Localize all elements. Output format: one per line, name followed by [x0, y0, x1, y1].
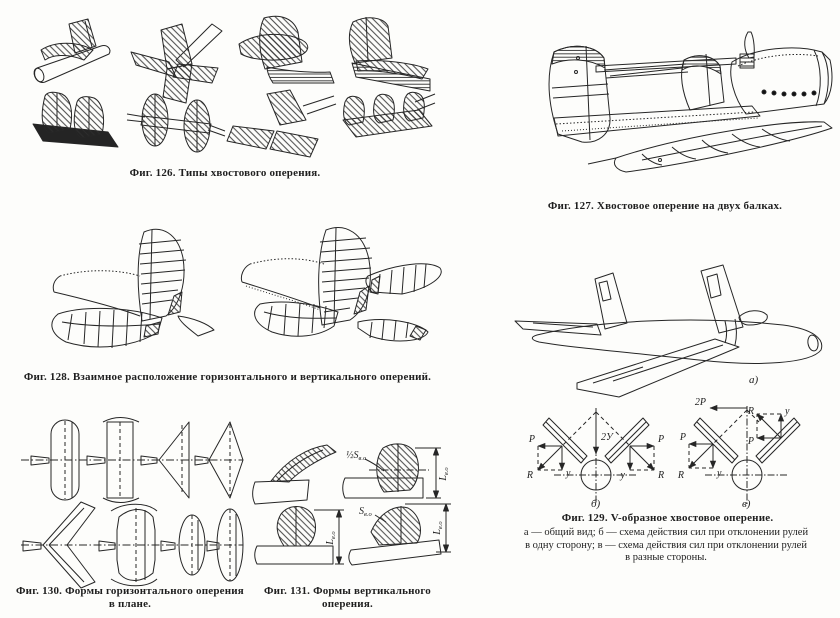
vector-p-label: P — [528, 434, 535, 445]
figure-126-caption: Фиг. 126. Типы хвостового оперения. — [129, 167, 321, 179]
vector-p-label: P — [658, 434, 665, 445]
vector-y-label: у — [620, 470, 625, 481]
figure-131-caption: Фиг. 131. Формы вертикального оперения. — [264, 585, 431, 610]
height-dimension-label: $L_{в.о}$ — [325, 531, 337, 545]
figure-129-caption: Фиг. 129. V-образное хвостовое оперение. — [561, 512, 774, 524]
vector-p-label: P — [747, 436, 754, 447]
vector-y-label: у — [785, 406, 790, 417]
figure-129-legend-line: в одну сторону; в — схема действия сил при отклонении рулей — [525, 539, 807, 551]
figure-130-caption-line: в плане. — [108, 598, 152, 610]
figure-126-tail-types-drawing — [15, 8, 435, 164]
figure-129-legend-line: в разные стороны. — [625, 552, 707, 563]
vector-r-label: R — [677, 470, 684, 481]
figure-129v-label: в) — [742, 498, 751, 510]
figure-130-planforms-drawing — [15, 398, 245, 582]
area-label: $S_{в.о}$ — [359, 506, 372, 518]
figure-129b-label: б) — [591, 498, 601, 510]
figure-129a-label: а) — [749, 374, 759, 386]
vector-r-label: R — [658, 470, 665, 481]
figure-131-vertical-tail-drawing — [243, 440, 455, 582]
figure-130-caption-line: Фиг. 130. Формы горизонтального оперения — [16, 585, 244, 597]
height-dimension-label: $L_{в.о}$ — [438, 467, 450, 481]
height-dimension-label: $L_{в.о}$ — [432, 521, 444, 535]
vector-y-label: у — [566, 468, 571, 479]
half-area-label: $\frac{1}{2}S_{в.о}$ — [346, 450, 367, 462]
vector-2y-label: 2У — [601, 432, 613, 443]
figure-129a-v-tail-aircraft-drawing — [503, 255, 835, 393]
vector-p-label: P — [679, 432, 686, 443]
figure-129-legend-line: а — общий вид; б — схема действия сил при отклонении рулей — [523, 527, 809, 538]
figure-129bc-force-diagrams — [502, 392, 837, 510]
figure-127-twin-boom-drawing — [492, 32, 837, 194]
figure-130-caption — [10, 585, 250, 611]
figure-128-arrangement-drawing — [28, 222, 450, 368]
vector-r-label: R — [747, 406, 754, 417]
vector-2p-label: 2Р — [694, 397, 706, 408]
figure-129-legend — [492, 527, 840, 565]
figure-128-caption: Фиг. 128. Взаимное расположение горизонтального и вертикального оперений. — [23, 371, 432, 383]
figure-127-caption: Фиг. 127. Хвостовое оперение на двух балках. — [547, 200, 783, 212]
vector-y-label: у — [717, 468, 722, 479]
vector-r-label: R — [526, 470, 533, 481]
